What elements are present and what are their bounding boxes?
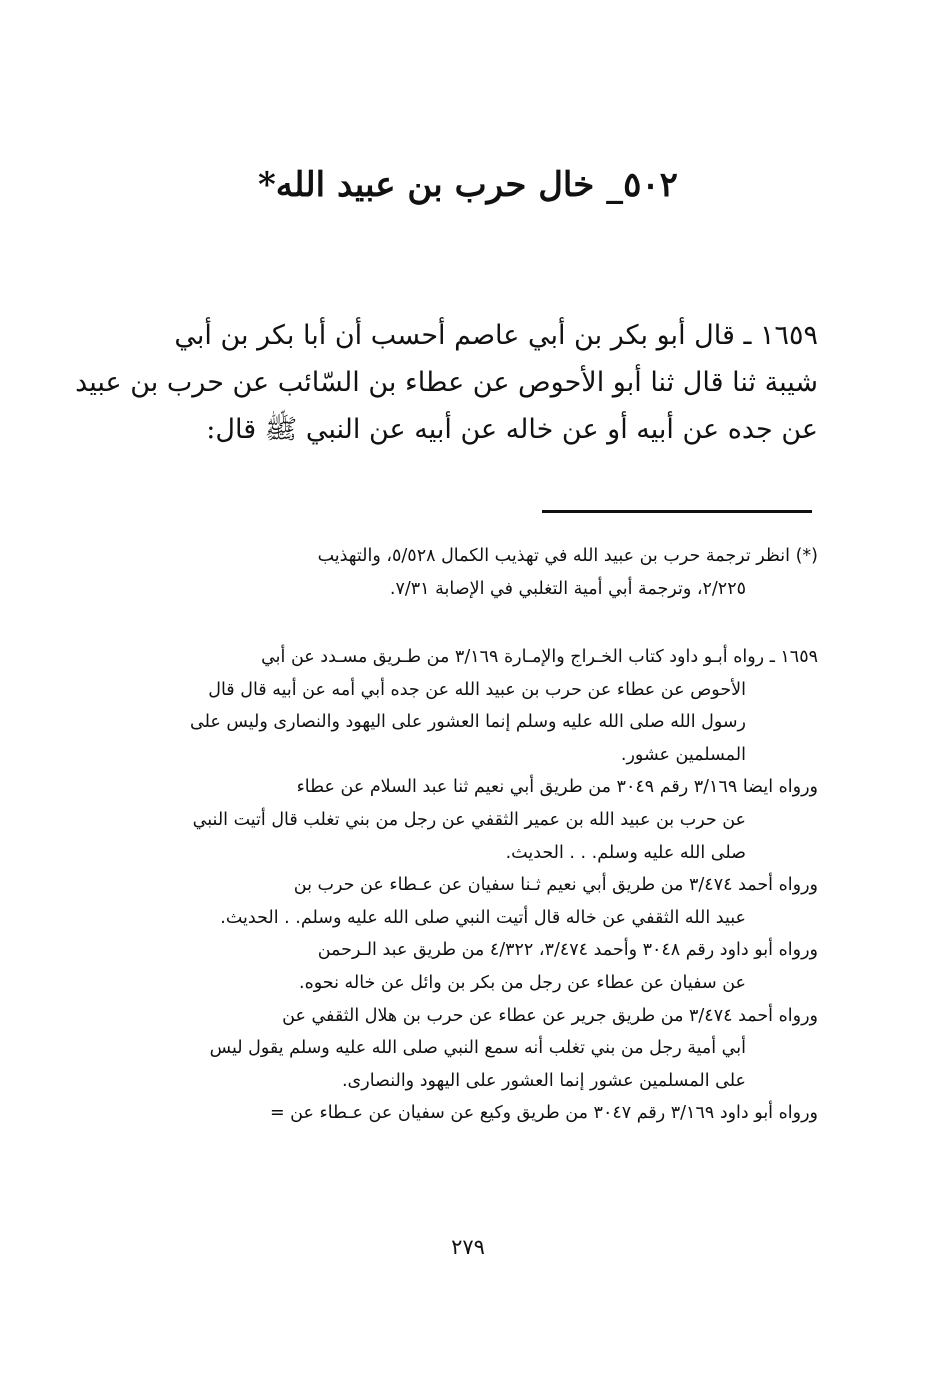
footnote-line: ورواه أبو داود رقم ٣٠٤٨ وأحمد ٣/٤٧٤، ٤/٣٢٢ من طريق عبد الـرحمن [317,940,818,961]
footnote-line: ورواه أبو داود ٣/١٦٩ رقم ٣٠٤٧ من طريق وكيع عن سفيان عن عـطاء عن = [269,1103,818,1124]
footnote-line: عبيد الله الثقفي عن خاله قال أتيت النبي صلى الله عليه وسلم. . الحديث. [220,907,746,928]
footnote-line: على المسلمين عشور إنما العشور على اليهود والنصارى. [341,1070,746,1091]
footnote-line: عن سفيان عن عطاء عن رجل من بكر بن وائل عن خاله نحوه. [299,972,746,993]
footnote-line: ورواه أحمد ٣/٤٧٤ من طريق أبي نعيم ثـنا سفيان عن عـطاء عن حرب بن [293,875,818,896]
hadith-text [75,312,818,453]
footnote-takhrij [120,641,818,1130]
footnote-line: ورواه ايضا ٣/١٦٩ رقم ٣٠٤٩ من طريق أبي نعيم ثنا عبد السلام عن عطاء [296,777,818,798]
hadith-line: شيبة ثنا قال ثنا أبو الأحوص عن عطاء بن السّائب عن حرب بن عبيد [75,367,818,398]
footnote-line: الأحوص عن عطاء عن حرب بن عبيد الله عن جده أبي أمه عن أبيه قال قال [208,679,746,700]
hadith-line: ١٦٥٩ ـ قال أبو بكر بن أبي عاصم أحسب أن أبا بكر بن أبي [174,320,818,351]
footnote-line: أبي أمية رجل من بني تغلب أنه سمع النبي صلى الله عليه وسلم يقول ليس [209,1038,746,1059]
footnote-line: ورواه أحمد ٣/٤٧٤ من طريق جرير عن عطاء عن حرب بن هلال الثقفي عن [282,1005,818,1026]
footnote-separator [542,510,812,513]
hadith-line: عن جده عن أبيه أو عن خاله عن أبيه عن النبي ﷺ قال: [206,414,818,445]
footnote-line: صلى الله عليه وسلم. . . الحديث. [505,842,746,863]
footnote-line: (*) انظر ترجمة حرب بن عبيد الله في تهذيب الكمال ٥/٥٢٨، والتهذيب [317,546,818,566]
footnote-line: المسلمين عشور. [620,744,746,765]
page-number: ٢٧٩ [451,1235,485,1259]
footnote-line: ٢/٢٢٥، وترجمة أبي أمية التغلبي في الإصابة ٧/٣١. [389,578,746,599]
chapter-title: ٥٠٢_ خال حرب بن عبيد الله* [258,165,678,205]
footnote-star [120,540,818,605]
footnote-line: رسول الله صلى الله عليه وسلم إنما العشور على اليهود والنصارى وليس على [190,712,746,733]
footnote-line: عن حرب بن عبيد الله بن عمير الثقفي عن رجل من بني تغلب قال أتيت النبي [192,809,746,830]
footnote-line: ١٦٥٩ ـ رواه أبـو داود كتاب الخـراج والإمـارة ٣/١٦٩ من طـريق مسـدد عن أبي [261,647,818,667]
